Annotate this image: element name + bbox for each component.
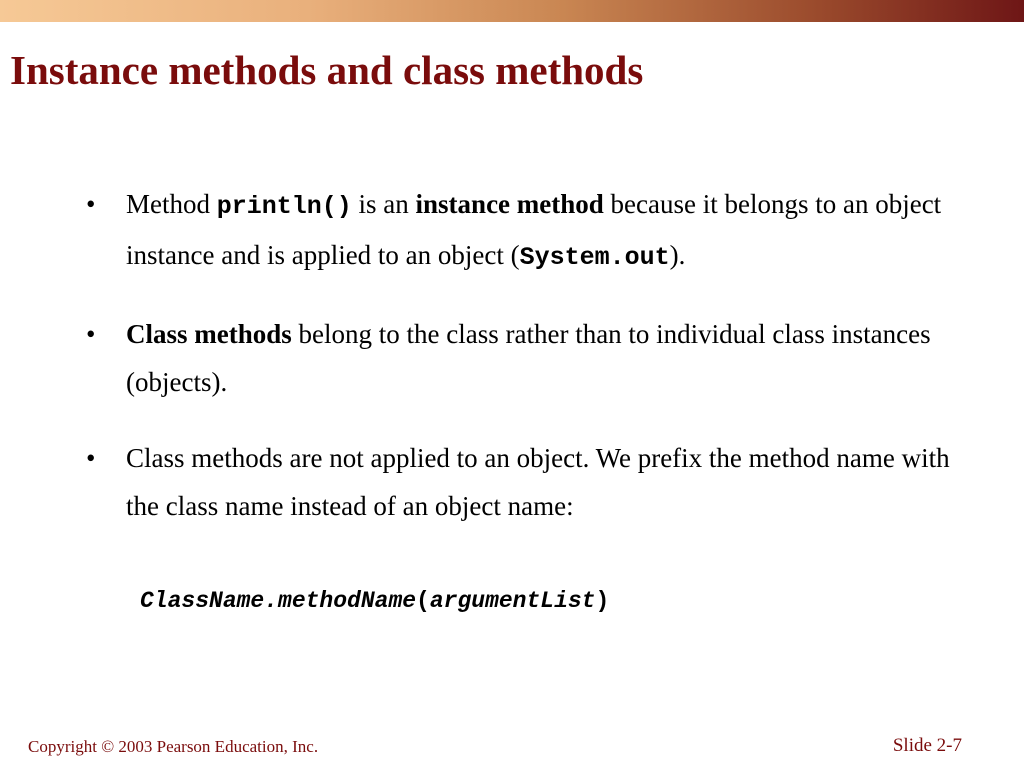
bullet-text: is an [351,189,416,219]
bullet-item-instance-method [86,180,966,282]
bullet-text: Method [126,189,217,219]
syntax-close-paren: ) [595,588,610,614]
bullet-dot: • [86,319,96,349]
bullet-item-class-methods [86,310,966,406]
code-println: println() [216,192,352,221]
syntax-class-method: ClassName.methodName [140,588,417,614]
bullet-dot: • [86,189,96,219]
syntax-open-paren: ( [416,588,430,614]
syntax-argument: argumentList [429,588,596,614]
bold-instance-method: instance method [415,189,604,219]
bullet-item-class-method-usage [86,434,966,530]
footer-slide-number: Slide 2-7 [892,735,962,756]
bullet-text: Class methods are not applied to an object. We prefix the method name with the class name instead of an object name: [126,443,950,521]
bullet-text: because it belongs to an object instance and is applied to an object ( [126,189,942,270]
syntax-example [140,588,609,614]
bullet-text: ). [669,240,686,270]
slide-title: Instance methods and class methods [10,47,644,93]
bullet-text: belong to the class rather than to individual class instances (objects). [126,319,931,397]
bullet-dot: • [86,443,96,473]
footer-copyright: Copyright © 2003 Pearson Education, Inc. [28,737,319,756]
bold-class-methods: Class methods [126,319,292,349]
top-gradient-bar [0,0,1024,22]
bullet-list [86,180,966,558]
code-system-out: System.out [519,243,670,272]
